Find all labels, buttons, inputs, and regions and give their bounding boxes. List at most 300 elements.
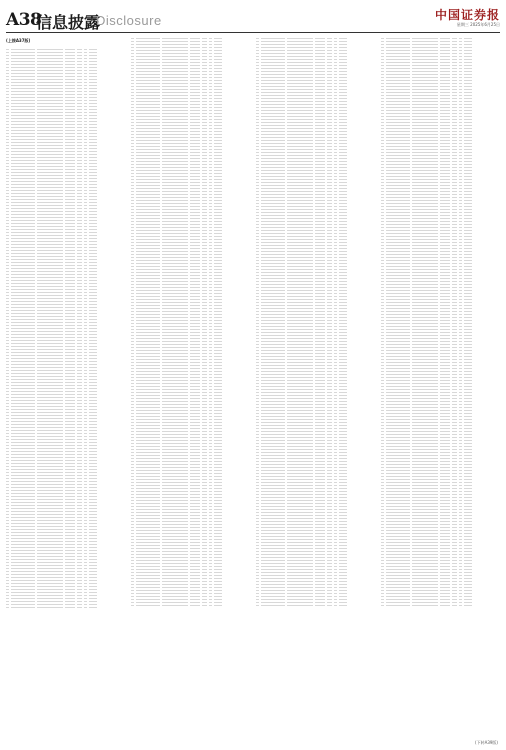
table-cell: [37, 231, 63, 233]
table-cell: [65, 429, 75, 431]
table-cell: [256, 217, 259, 219]
table-cell: [190, 136, 200, 138]
table-cell: [11, 201, 35, 203]
table-cell: [131, 169, 134, 171]
table-cell: [209, 337, 212, 339]
table-cell: [162, 208, 188, 210]
table-cell: [6, 390, 9, 392]
table-cell: [6, 387, 9, 389]
table-cell: [11, 471, 35, 473]
table-cell: [136, 208, 160, 210]
table-cell: [77, 360, 82, 362]
table-cell: [37, 228, 63, 230]
table-cell: [214, 226, 222, 228]
table-cell: [202, 445, 207, 447]
table-cell: [452, 130, 457, 132]
table-cell: [190, 295, 200, 297]
table-cell: [136, 385, 160, 387]
table-cell: [190, 502, 200, 504]
table-cell: [65, 546, 75, 548]
table-cell: [334, 103, 337, 105]
table-cell: [162, 307, 188, 309]
table-cell: [162, 421, 188, 423]
table-cell: [190, 223, 200, 225]
table-cell: [256, 154, 259, 156]
table-cell: [131, 505, 134, 507]
table-cell: [6, 258, 9, 260]
table-cell: [136, 493, 160, 495]
table-cell: [315, 484, 325, 486]
table-cell: [77, 291, 82, 293]
table-cell: [261, 97, 285, 99]
table-cell: [131, 355, 134, 357]
table-cell: [131, 211, 134, 213]
table-cell: [412, 127, 438, 129]
table-cell: [89, 90, 97, 92]
table-cell: [209, 133, 212, 135]
table-cell: [334, 592, 337, 594]
table-cell: [6, 228, 9, 230]
table-cell: [65, 117, 75, 119]
table-cell: [256, 181, 259, 183]
table-cell: [339, 508, 347, 510]
table-cell: [65, 321, 75, 323]
table-cell: [37, 243, 63, 245]
table-cell: [459, 181, 462, 183]
table-cell: [459, 79, 462, 81]
table-cell: [261, 331, 285, 333]
table-cell: [65, 498, 75, 500]
table-cell: [327, 568, 332, 570]
table-cell: [339, 283, 347, 285]
table-cell: [11, 258, 35, 260]
table-cell: [256, 247, 259, 249]
table-cell: [89, 477, 97, 479]
table-cell: [162, 58, 188, 60]
table-cell: [37, 249, 63, 251]
table-cell: [214, 355, 222, 357]
table-cell: [77, 504, 82, 506]
table-cell: [77, 459, 82, 461]
table-cell: [89, 291, 97, 293]
table-cell: [89, 450, 97, 452]
table-cell: [136, 490, 160, 492]
table-cell: [77, 531, 82, 533]
table-cell: [37, 474, 63, 476]
table-cell: [459, 49, 462, 51]
table-cell: [261, 589, 285, 591]
table-cell: [84, 297, 87, 299]
table-cell: [77, 177, 82, 179]
table-cell: [386, 175, 410, 177]
table-cell: [256, 448, 259, 450]
table-cell: [315, 193, 325, 195]
table-cell: [440, 82, 450, 84]
newspaper-logo: 中国证券报: [434, 8, 500, 22]
table-cell: [202, 496, 207, 498]
table-cell: [209, 154, 212, 156]
table-cell: [89, 426, 97, 428]
table-cell: [89, 504, 97, 506]
table-cell: [214, 601, 222, 603]
table-cell: [339, 367, 347, 369]
table-cell: [386, 40, 410, 42]
table-cell: [84, 591, 87, 593]
table-cell: [190, 175, 200, 177]
table-cell: [65, 222, 75, 224]
table-cell: [256, 427, 259, 429]
table-cell: [84, 129, 87, 131]
table-cell: [209, 376, 212, 378]
table-cell: [334, 358, 337, 360]
table-cell: [261, 172, 285, 174]
table-cell: [339, 583, 347, 585]
table-cell: [162, 148, 188, 150]
table-cell: [386, 55, 410, 57]
table-cell: [214, 37, 222, 39]
table-cell: [190, 52, 200, 54]
table-cell: [11, 462, 35, 464]
table-cell: [6, 465, 9, 467]
table-cell: [11, 111, 35, 113]
table-cell: [209, 397, 212, 399]
table-cell: [190, 106, 200, 108]
table-cell: [287, 223, 313, 225]
table-cell: [327, 526, 332, 528]
table-cell: [464, 103, 472, 105]
table-cell: [162, 169, 188, 171]
table-cell: [89, 231, 97, 233]
table-cell: [202, 154, 207, 156]
table-cell: [452, 157, 457, 159]
table-cell: [6, 408, 9, 410]
table-cell: [209, 160, 212, 162]
table-cell: [412, 73, 438, 75]
table-cell: [256, 553, 259, 555]
table-cell: [464, 43, 472, 45]
table-cell: [37, 84, 63, 86]
table-cell: [209, 496, 212, 498]
table-cell: [327, 412, 332, 414]
table-cell: [315, 169, 325, 171]
table-cell: [327, 190, 332, 192]
table-cell: [202, 67, 207, 69]
table-cell: [412, 193, 438, 195]
table-cell: [209, 289, 212, 291]
table-cell: [315, 181, 325, 183]
table-cell: [334, 142, 337, 144]
table-cell: [202, 544, 207, 546]
table-cell: [287, 358, 313, 360]
table-cell: [77, 318, 82, 320]
table-cell: [84, 186, 87, 188]
table-cell: [162, 319, 188, 321]
table-cell: [37, 540, 63, 542]
table-cell: [202, 100, 207, 102]
table-cell: [459, 97, 462, 99]
table-cell: [334, 478, 337, 480]
table-cell: [327, 295, 332, 297]
table-cell: [190, 310, 200, 312]
table-cell: [315, 208, 325, 210]
table-cell: [6, 138, 9, 140]
table-cell: [84, 90, 87, 92]
table-cell: [214, 199, 222, 201]
table-cell: [214, 277, 222, 279]
table-cell: [89, 210, 97, 212]
table-cell: [11, 423, 35, 425]
table-cell: [440, 154, 450, 156]
table-cell: [315, 223, 325, 225]
table-cell: [339, 340, 347, 342]
table-cell: [327, 397, 332, 399]
table-cell: [89, 213, 97, 215]
table-cell: [327, 301, 332, 303]
table-cell: [6, 198, 9, 200]
table-cell: [315, 91, 325, 93]
table-cell: [412, 43, 438, 45]
table-cell: [327, 160, 332, 162]
table-cell: [256, 286, 259, 288]
table-cell: [256, 406, 259, 408]
table-cell: [37, 321, 63, 323]
table-cell: [77, 519, 82, 521]
table-cell: [37, 372, 63, 374]
table-cell: [89, 447, 97, 449]
table-cell: [209, 502, 212, 504]
table-cell: [89, 351, 97, 353]
table-cell: [209, 340, 212, 342]
table-cell: [334, 256, 337, 258]
table-cell: [459, 172, 462, 174]
table-cell: [440, 73, 450, 75]
table-cell: [256, 97, 259, 99]
table-cell: [37, 63, 63, 65]
table-cell: [209, 124, 212, 126]
table-cell: [190, 499, 200, 501]
table-cell: [452, 109, 457, 111]
table-cell: [11, 372, 35, 374]
table-cell: [65, 171, 75, 173]
table-cell: [162, 268, 188, 270]
table-cell: [334, 226, 337, 228]
table-cell: [6, 534, 9, 536]
table-cell: [214, 379, 222, 381]
table-cell: [256, 439, 259, 441]
table-cell: [37, 72, 63, 74]
table-cell: [256, 442, 259, 444]
table-cell: [84, 573, 87, 575]
table-cell: [386, 58, 410, 60]
table-cell: [89, 546, 97, 548]
table-cell: [315, 532, 325, 534]
table-cell: [77, 507, 82, 509]
table-cell: [65, 369, 75, 371]
table-cell: [89, 162, 97, 164]
table-cell: [214, 91, 222, 93]
table-cell: [131, 604, 134, 606]
table-cell: [89, 105, 97, 107]
table-cell: [6, 264, 9, 266]
table-cell: [287, 595, 313, 597]
table-cell: [11, 126, 35, 128]
table-cell: [287, 178, 313, 180]
table-cell: [6, 456, 9, 458]
table-cell: [162, 244, 188, 246]
table-cell: [37, 240, 63, 242]
table-cell: [190, 151, 200, 153]
table-cell: [261, 313, 285, 315]
table-cell: [315, 199, 325, 201]
table-cell: [256, 574, 259, 576]
table-cell: [459, 109, 462, 111]
table-cell: [202, 598, 207, 600]
table-cell: [315, 328, 325, 330]
table-cell: [315, 313, 325, 315]
table-cell: [261, 502, 285, 504]
table-cell: [162, 511, 188, 513]
table-cell: [261, 37, 285, 39]
table-cell: [162, 412, 188, 414]
table-cell: [89, 555, 97, 557]
table-cell: [136, 313, 160, 315]
table-cell: [65, 420, 75, 422]
table-cell: [11, 204, 35, 206]
table-cell: [214, 262, 222, 264]
table-cell: [287, 487, 313, 489]
table-cell: [77, 189, 82, 191]
table-cell: [136, 49, 160, 51]
table-cell: [287, 508, 313, 510]
table-cell: [464, 106, 472, 108]
table-cell: [190, 391, 200, 393]
table-cell: [327, 208, 332, 210]
table-cell: [287, 319, 313, 321]
table-cell: [334, 214, 337, 216]
table-cell: [65, 426, 75, 428]
table-cell: [84, 333, 87, 335]
table-cell: [327, 520, 332, 522]
table-cell: [334, 457, 337, 459]
table-cell: [327, 370, 332, 372]
table-cell: [65, 219, 75, 221]
table-cell: [327, 496, 332, 498]
table-cell: [162, 529, 188, 531]
table-cell: [136, 424, 160, 426]
table-cell: [440, 91, 450, 93]
table-cell: [84, 51, 87, 53]
table-cell: [11, 369, 35, 371]
table-cell: [209, 181, 212, 183]
table-cell: [459, 145, 462, 147]
table-cell: [77, 471, 82, 473]
table-cell: [190, 370, 200, 372]
table-cell: [6, 468, 9, 470]
table-cell: [261, 109, 285, 111]
table-cell: [11, 414, 35, 416]
table-cell: [77, 249, 82, 251]
table-cell: [386, 109, 410, 111]
table-cell: [256, 349, 259, 351]
table-cell: [209, 565, 212, 567]
table-cell: [287, 118, 313, 120]
table-cell: [11, 477, 35, 479]
table-cell: [84, 108, 87, 110]
table-cell: [136, 367, 160, 369]
table-cell: [315, 268, 325, 270]
table-cell: [452, 151, 457, 153]
table-cell: [6, 204, 9, 206]
table-cell: [190, 415, 200, 417]
table-cell: [84, 321, 87, 323]
table-cell: [334, 430, 337, 432]
table-cell: [209, 433, 212, 435]
table-cell: [334, 406, 337, 408]
table-cell: [190, 589, 200, 591]
table-cell: [334, 481, 337, 483]
table-cell: [11, 453, 35, 455]
table-cell: [214, 358, 222, 360]
table-cell: [202, 370, 207, 372]
table-cell: [315, 103, 325, 105]
table-cell: [214, 388, 222, 390]
table-cell: [84, 525, 87, 527]
table-cell: [214, 190, 222, 192]
table-cell: [162, 151, 188, 153]
table-cell: [214, 496, 222, 498]
table-cell: [315, 442, 325, 444]
table-cell: [256, 343, 259, 345]
table-cell: [89, 576, 97, 578]
table-cell: [84, 168, 87, 170]
table-cell: [136, 427, 160, 429]
table-cell: [256, 604, 259, 606]
table-cell: [131, 64, 134, 66]
table-cell: [209, 106, 212, 108]
table-cell: [37, 267, 63, 269]
table-cell: [84, 96, 87, 98]
table-cell: [37, 261, 63, 263]
table-cell: [131, 574, 134, 576]
table-cell: [136, 337, 160, 339]
table-cell: [315, 517, 325, 519]
table-cell: [37, 561, 63, 563]
table-cell: [11, 105, 35, 107]
table-cell: [334, 238, 337, 240]
table-cell: [190, 115, 200, 117]
table-cell: [84, 237, 87, 239]
table-cell: [315, 601, 325, 603]
table-cell: [261, 352, 285, 354]
table-cell: [202, 400, 207, 402]
table-cell: [209, 271, 212, 273]
table-cell: [202, 448, 207, 450]
table-cell: [412, 178, 438, 180]
table-cell: [214, 475, 222, 477]
table-cell: [65, 480, 75, 482]
table-cell: [131, 148, 134, 150]
table-cell: [162, 253, 188, 255]
table-cell: [214, 574, 222, 576]
table-cell: [11, 417, 35, 419]
table-cell: [261, 214, 285, 216]
table-cell: [327, 91, 332, 93]
table-cell: [84, 423, 87, 425]
table-cell: [162, 55, 188, 57]
table-cell: [287, 400, 313, 402]
table-cell: [136, 292, 160, 294]
table-cell: [162, 40, 188, 42]
